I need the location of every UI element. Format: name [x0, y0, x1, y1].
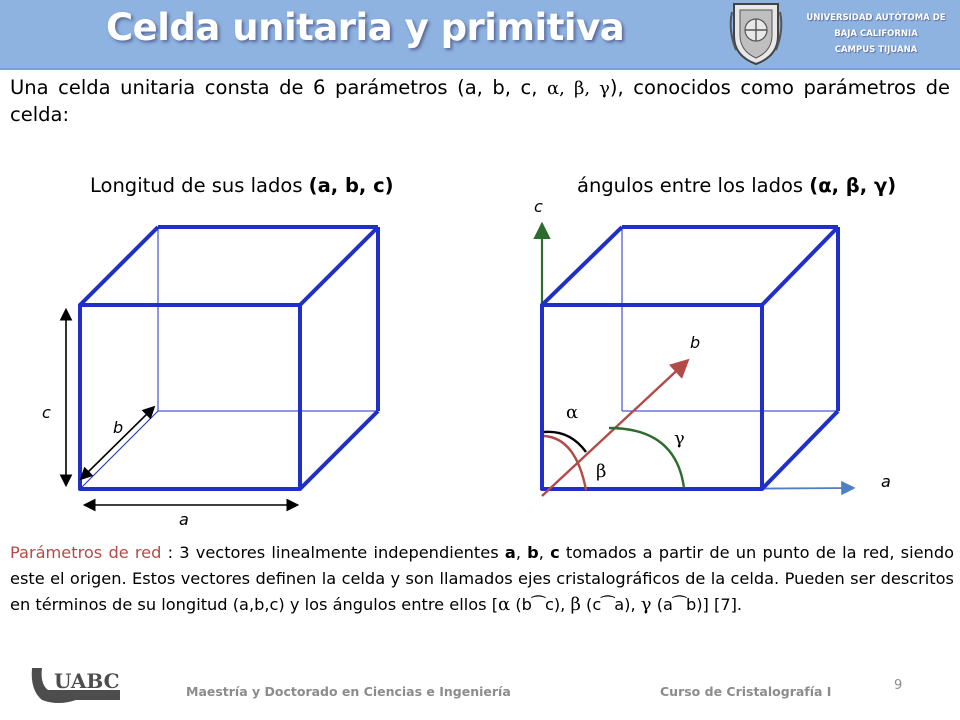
left-subtitle-plain: Longitud de sus lados [90, 174, 309, 197]
right-cube-top-right-edge [762, 227, 838, 305]
params-gamma: γ [640, 594, 652, 615]
params-vector-b: b [527, 543, 539, 562]
params-term: Parámetros de red [10, 543, 162, 562]
university-line-2: BAJA CALIFORNIA [834, 29, 918, 39]
right-cube-bottom-right-edge [762, 411, 838, 489]
intro-greek-params: α, β, γ [547, 78, 610, 99]
params-sep-2: , [538, 543, 551, 562]
params-beta-def: (c [580, 595, 602, 614]
right-cube-visible-edges [542, 227, 838, 489]
gamma-label: γ [674, 428, 685, 449]
lattice-parameters-paragraph [10, 540, 954, 618]
params-alpha-def: (b [510, 595, 532, 614]
right-cube-front-face [542, 305, 762, 489]
params-angle-symbol-1: ⁀ [531, 595, 545, 614]
university-line-1: UNIVERSIDAD AUTÓTOMA DE [806, 13, 946, 23]
right-cube-hidden-edges [622, 227, 838, 411]
right-label-b: b [690, 333, 701, 352]
left-subtitle-bold: (a, b, c) [308, 174, 394, 197]
university-line-3: CAMPUS TIJUANA [834, 45, 918, 55]
left-label-a: a [179, 510, 189, 529]
left-label-c: c [42, 403, 51, 422]
right-cube-top-left-edge [542, 227, 622, 305]
params-alpha-def-2: c), [544, 595, 571, 614]
params-vector-a: a [504, 543, 516, 562]
params-alpha: α [498, 594, 511, 615]
params-text-2: tomados a partir de un punto de la red, siendo este el origen. Estos vectores definen la celda y son llamados ejes cristalográficos de la celda. Pueden ser descritos en términos de su longitud (a,b,c) y los ángulos entre ellos [ [10, 543, 954, 614]
alpha-label: α [566, 402, 579, 423]
footer-program: Maestría y Doctorado en Ciencias e Ingeniería [186, 684, 511, 699]
params-vector-c: c [550, 543, 560, 562]
gamma-arc [609, 428, 684, 488]
params-text-1: : 3 vectores linealmente independientes [161, 543, 505, 562]
left-label-b: b [113, 418, 124, 437]
params-beta-def-2: a), [614, 595, 641, 614]
beta-label: β [596, 461, 607, 482]
params-beta: β [570, 594, 581, 615]
intro-text-after: ), conocidos como parámetros de celda: [10, 76, 950, 126]
params-angle-symbol-3: ⁀ [672, 595, 686, 614]
page-number: 9 [894, 678, 903, 693]
right-label-c: c [534, 197, 543, 216]
params-gamma-def-2: b)] [7]. [685, 595, 743, 614]
slide-title: Celda unitaria y primitiva [106, 6, 625, 49]
right-subtitle-plain: ángulos entre los lados [577, 174, 810, 197]
params-sep-1: , [515, 543, 528, 562]
params-angle-symbol-2: ⁀ [601, 595, 615, 614]
params-gamma-def: (a [651, 595, 673, 614]
footer-course: Curso de Cristalografía I [660, 684, 832, 699]
right-label-a: a [881, 472, 891, 491]
alpha-arc [544, 432, 586, 452]
intro-text-before: Una celda unitaria consta de 6 parámetros (a, b, c, [10, 76, 547, 99]
right-subtitle-bold: (α, β, γ) [809, 174, 897, 197]
uabc-logo [28, 660, 124, 708]
uabc-logo-text: UABC [54, 669, 120, 693]
